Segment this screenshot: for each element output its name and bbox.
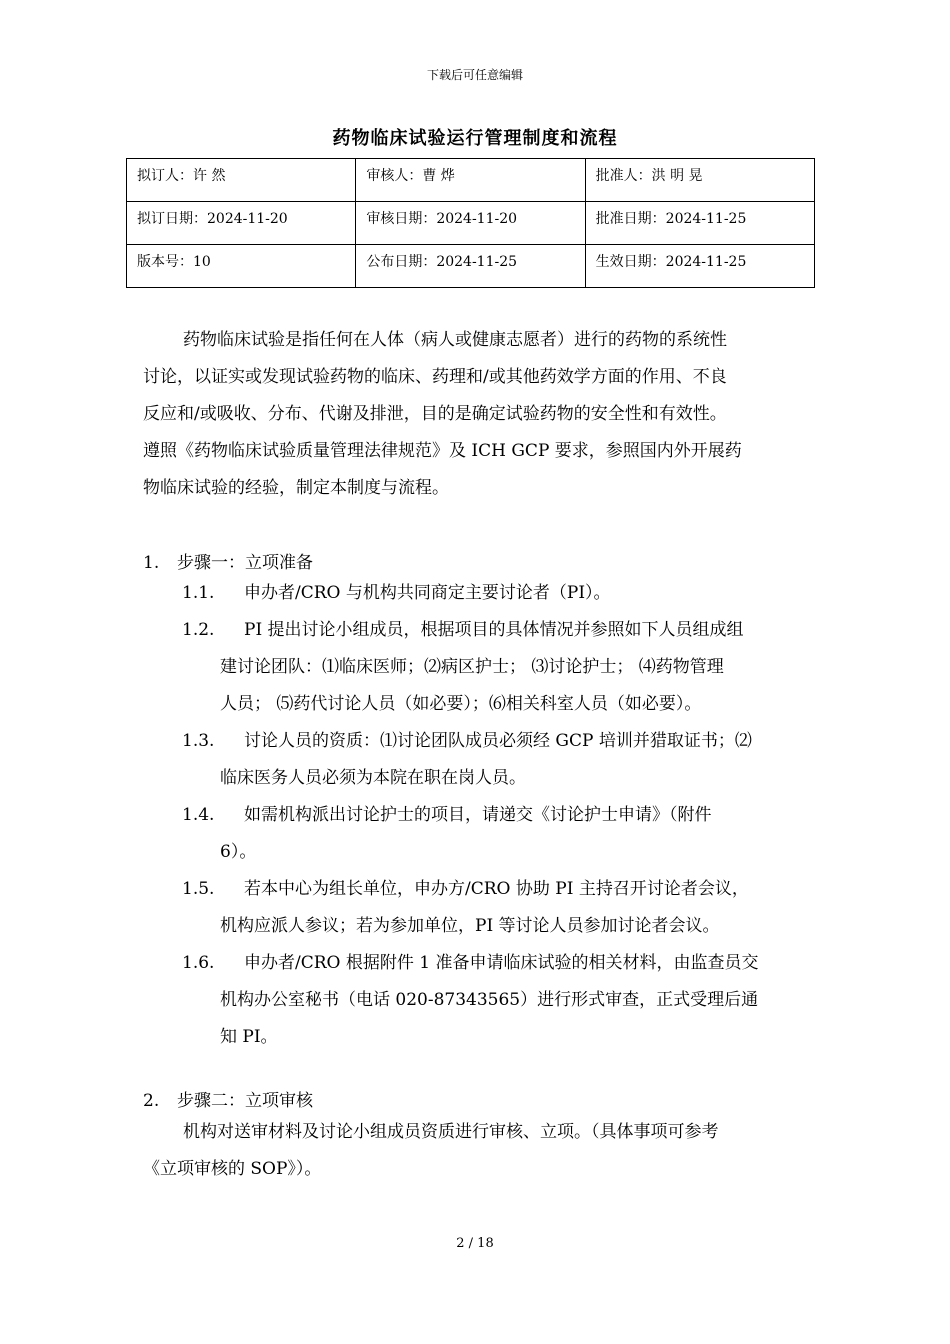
item-number: 1.3. [182,731,215,751]
list-item [182,723,812,797]
section-1-heading [143,548,313,573]
header-note: 下载后可任意编辑 [426,68,523,82]
item-line: 讨论人员的资质：⑴讨论团队成员必须经 GCP 培训并猎取证书；⑵ [244,731,752,751]
item-number: 1.6. [182,953,215,973]
reviewer-cell: 审核人：曹 烨 [356,159,585,202]
item-number: 1.1. [182,583,215,603]
approver-cell: 批准人：洪 明 晃 [585,159,814,202]
item-line: 机构应派人参议；若为参加单位，PI 等讨论人员参加讨论者会议。 [220,916,720,936]
section-number: 1. [143,553,160,573]
item-line: 申办者/CRO 根据附件 1 准备申请临床试验的相关材料，由监查员交 [244,953,759,973]
intro-line: 遵照《药物临床试验质量管理法律规范》及 ICH GCP 要求，参照国内外开展药 [143,441,742,461]
table-row [127,245,815,288]
intro-line: 物临床试验的经验，制定本制度与流程。 [143,478,449,498]
section-2-heading [143,1086,313,1111]
publish-date-cell: 公布日期：2024-11-25 [356,245,585,288]
intro-line: 药物临床试验是指任何在人体（病人或健康志愿者）进行的药物的系统性 [183,330,727,350]
item-line: 6）。 [220,842,257,862]
list-item [182,612,812,723]
item-number: 1.4. [182,805,215,825]
list-item [182,871,812,945]
table-row [127,159,815,202]
item-line: 申办者/CRO 与机构共同商定主要讨论者（PI）。 [244,583,611,603]
item-line: 知 PI。 [220,1027,278,1047]
drafter-cell: 拟订人：许 然 [127,159,356,202]
section-title: 步骤二：立项审核 [177,1091,313,1111]
list-item [182,797,812,871]
item-number: 1.2. [182,620,215,640]
effective-date-cell: 生效日期：2024-11-25 [585,245,814,288]
item-line: 人员； ⑸药代讨论人员（如必要）；⑹相关科室人员（如必要）。 [220,694,702,714]
list-item [182,575,812,612]
item-line: 如需机构派出讨论护士的项目，请递交《讨论护士申请》（附件 [244,805,712,825]
item-line: 建讨论团队：⑴临床医师；⑵病区护士； ⑶讨论护士； ⑷药物管理 [220,657,724,677]
review-date-cell: 审核日期：2024-11-20 [356,202,585,245]
version-cell: 版本号：10 [127,245,356,288]
paragraph-line: 机构对送审材料及讨论小组成员资质进行审核、立项。（具体事项可参考 [183,1122,719,1142]
intro-line: 讨论，以证实或发现试验药物的临床、药理和/或其他药效学方面的作用、不良 [143,367,727,387]
document-title: 药物临床试验运行管理制度和流程 [332,128,618,149]
intro-line: 反应和/或吸收、分布、代谢及排泄，目的是确定试验药物的安全性和有效性。 [143,404,727,424]
item-line: PI 提出讨论小组成员，根据项目的具体情况并参照如下人员组成组 [244,620,744,640]
intro-paragraph [143,322,813,507]
draft-date-cell: 拟订日期：2024-11-20 [127,202,356,245]
item-number: 1.5. [182,879,215,899]
section-number: 2. [143,1091,160,1111]
section-title: 步骤一：立项准备 [177,553,313,573]
item-line: 临床医务人员必须为本院在职在岗人员。 [220,768,526,788]
item-line: 机构办公室秘书（电话 020-87343565）进行形式审查，正式受理后通 [220,990,759,1010]
item-line: 若本中心为组长单位，申办方/CRO 协助 PI 主持召开讨论者会议， [244,879,749,899]
list-item [182,945,812,1056]
approval-info-table [126,158,815,288]
approval-date-cell: 批准日期：2024-11-25 [585,202,814,245]
section-2-paragraph [143,1114,813,1188]
paragraph-line: 《立项审核的 SOP》）。 [143,1159,322,1179]
table-row [127,202,815,245]
page-number: 2 / 18 [456,1236,494,1251]
